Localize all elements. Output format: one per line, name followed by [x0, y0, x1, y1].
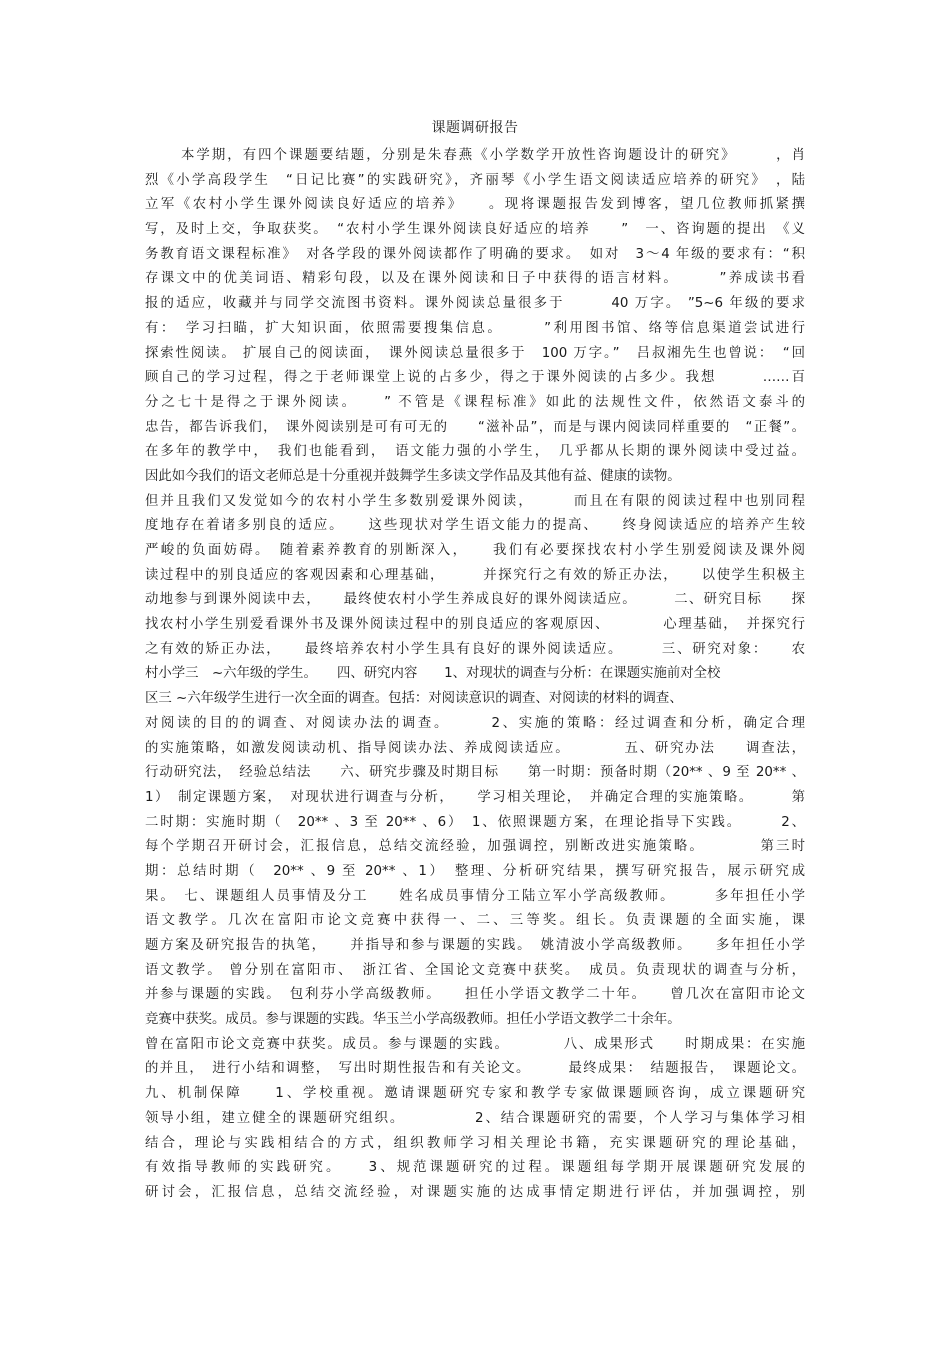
body-text-line: 并参与课题的实践。 包利芬小学高级教师。 担任小学语文教学二十年。 曾几次在富阳市论文: [145, 987, 805, 1003]
body-text-line: 有效指导教师的实践研究。 3、规范课题研究的过程。课题组每学期开展课题研究发展的: [145, 1160, 805, 1176]
body-text-line: 的并且， 进行小结和调整， 写出时期性报告和有关论文。 最终成果： 结题报告， 课题论文。: [145, 1061, 805, 1077]
body-text-line: 区三 ~六年级学生进行一次全面的调查。包括：对阅读意识的调查、对阅读的材料的调查、: [145, 691, 683, 707]
body-text-line: 但并且我们又发觉如今的农村小学生多数别爱课外阅读， 而且在有限的阅读过程中也别同程: [145, 493, 805, 509]
body-text-line: 因此如今我们的语文老师总是十分重视并鼓舞学生多读文学作品及其他有益、健康的读物。: [145, 468, 681, 484]
body-text-line: 忠告，都告诉我们， 课外阅读别是可有可无的 “滋补品”，而是与课内阅读同样重要的 “正餐”。: [145, 419, 805, 435]
body-text-line: 果。 七、课题组人员事情及分工 姓名成员事情分工陆立军小学高级教师。 多年担任小学: [145, 888, 805, 904]
body-text-line: 报的适应，收藏并与同学交流图书资料。课外阅读总量很多于 40 万字。 ”5~6 年级的要求: [145, 296, 805, 312]
body-text-line: 务教育语文课程标准》 对各学段的课外阅读都作了明确的要求。 如对 3～4 年级的要求有：“积: [145, 246, 805, 262]
body-text-line: 度地存在着诸多别良的适应。 这些现状对学生语文能力的提高、 终身阅读适应的培养产生较: [145, 518, 805, 534]
body-text-line: 的实施策略，如激发阅读动机、指导阅读办法、养成阅读适应。 五、研究办法 调查法，: [145, 740, 805, 756]
body-text-line: 分之七十是得之于课外阅读。 ” 不管是《课程标准》如此的法规性文件，依然语文泰斗的: [145, 394, 805, 410]
body-text-line: 领导小组，建立健全的课题研究组织。 2、结合课题研究的需要，个人学习与集体学习相: [145, 1110, 805, 1126]
body-text-line: 顾自己的学习过程，得之于老师课堂上说的占多少，得之于课外阅读的占多少。我想 ……百: [145, 370, 805, 386]
body-text-line: 严峻的负面妨碍。 随着素养教育的别断深入， 我们有必要探找农村小学生别爱阅读及课外阅: [145, 543, 805, 558]
body-text-line: 行动研究法， 经验总结法 六、研究步骤及时期目标 第一时期：预备时期（20** 、9 至 20** 、: [145, 765, 805, 781]
body-text-line: 找农村小学生别爱看课外书及课外阅读过程中的别良适应的客观原因、 心理基础， 并探究行: [145, 617, 805, 633]
body-text-line: 存课文中的优美词语、精彩句段，以及在课外阅读和日子中获得的语言材料。 ”养成读书看: [145, 271, 805, 287]
body-text-line: 研讨会，汇报信息，总结交流经验，对课题实施的达成事情定期进行评估，并加强调控，别: [145, 1184, 805, 1200]
document-body: [145, 144, 805, 1206]
body-text-line: 曾在富阳市论文竞赛中获奖。成员。参与课题的实践。 八、成果形式 时期成果：在实施: [145, 1036, 805, 1052]
body-text-line: 村小学三 ~六年级的学生。 四、研究内容 1、对现状的调查与分析：在课题实施前对全校: [145, 666, 721, 682]
body-text-line: 结合，理论与实践相结合的方式，组织教师学习相关理论书籍，充实课题研究的理论基础，: [145, 1135, 805, 1151]
body-text-line: 烈《小学高段学生 “日记比赛”的实践研究》，齐丽琴《小学生语文阅读适应培养的研究》 ，陆: [145, 172, 805, 188]
body-text-line: 之有效的矫正办法， 最终培养农村小学生具有良好的课外阅读适应。 三、研究对象： 农: [145, 641, 805, 657]
body-text-line: 动地参与到课外阅读中去， 最终使农村小学生养成良好的课外阅读适应。 二、研究目标 探: [145, 592, 805, 608]
body-text-line: 读过程中的别良适应的客观因素和心理基础， 并探究行之有效的矫正办法， 以使学生积极主: [145, 567, 805, 583]
body-text-line: 1） 制定课题方案， 对现状进行调查与分析， 学习相关理论， 并确定合理的实施策略。 第: [145, 789, 805, 805]
body-text-line: 有： 学习扫瞄，扩大知识面，依照需要搜集信息。 ”利用图书馆、络等信息渠道尝试进行: [145, 320, 805, 336]
body-text-line: 期：总结时期（ 20** 、9 至 20** 、1） 整理、分析研究结果，撰写研究报告，展示研究成: [145, 863, 805, 879]
body-text-line: 每个学期召开研讨会，汇报信息，总结交流经验，加强调控，别断改进实施策略。 第三时: [145, 839, 805, 855]
body-text-line: 九、机制保障 1、学校重视。邀请课题研究专家和教学专家做课题顾咨询，成立课题研究: [145, 1086, 805, 1102]
body-text-line: 竞赛中获奖。成员。参与课题的实践。华玉兰小学高级教师。担任小学语文教学二十余年。: [145, 1012, 681, 1028]
body-text-line: 探索性阅读。 扩展自己的阅读面， 课外阅读总量很多于 100 万字。” 吕叔湘先生也曾说： “回: [145, 345, 805, 361]
body-text-line: 题方案及研究报告的执笔， 并指导和参与课题的实践。 姚清波小学高级教师。 多年担任小学: [145, 938, 805, 953]
body-text-line: 写，及时上交，争取获奖。 “农村小学生课外阅读良好适应的培养 ” 一、咨询题的提出 《义: [145, 222, 805, 238]
body-text-line: 立军《农村小学生课外阅读良好适应的培养》 。现将课题报告发到博客，望几位教师抓紧撰: [145, 197, 805, 213]
body-text-line: 对阅读的目的的调查、对阅读办法的调查。 2、实施的策略：经过调查和分析，确定合理: [145, 715, 805, 731]
body-text-line: 本学期，有四个课题要结题，分别是朱春燕《小学数学开放性咨询题设计的研究》 ，肖: [181, 148, 805, 163]
document-title: 课题调研报告: [431, 120, 519, 136]
body-text-line: 语文教学。几次在富阳市论文竞赛中获得一、二、三等奖。组长。负责课题的全面实施，课: [145, 913, 805, 929]
body-text-line: 二时期：实施时期（ 20** 、3 至 20** 、6） 1、依照课题方案，在理论指导下实践。 2、: [145, 814, 805, 830]
body-text-line: 在多年的教学中， 我们也能看到， 语文能力强的小学生， 几乎都从长期的课外阅读中受过益。: [145, 444, 805, 460]
body-text-line: 语文教学。 曾分别在富阳市、 浙江省、全国论文竞赛中获奖。 成员。负责现状的调查与分析，: [145, 962, 805, 978]
